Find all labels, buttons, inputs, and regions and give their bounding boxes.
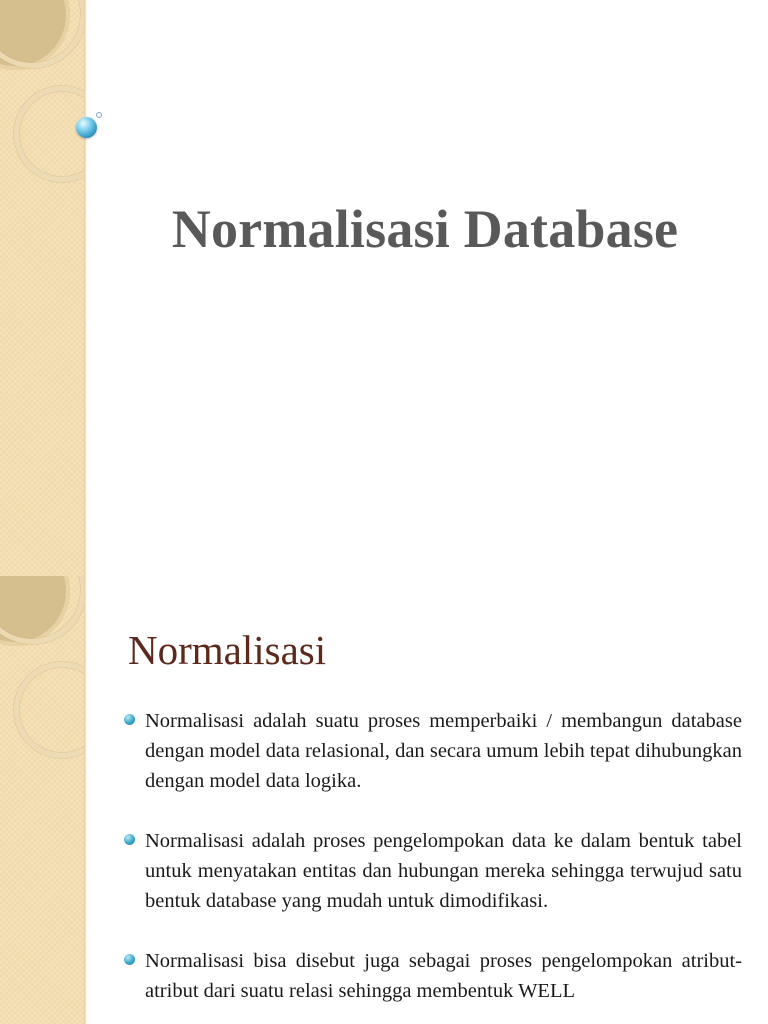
sidebar-edge	[84, 576, 87, 1024]
blue-orb-icon	[76, 117, 97, 138]
bullet-text: Normalisasi bisa disebut juga sebagai proses pengelompokan atribut-atribut dari suatu relasi sehingga membentuk WELL	[145, 950, 742, 1002]
decorative-ring	[14, 662, 84, 758]
slide-title-text: Normalisasi Database	[171, 199, 679, 259]
decorative-ring	[0, 576, 84, 644]
decorative-sidebar	[0, 576, 84, 1024]
bullet-item	[124, 706, 742, 796]
decorative-ring	[0, 0, 84, 68]
bullet-dot-icon	[124, 954, 135, 965]
bullet-item	[124, 946, 742, 1006]
bullet-text: Normalisasi adalah suatu proses memperbaiki / membangun database dengan model data relasional, dan secara umum lebih tepat dihubungkan dengan model data logika.	[145, 710, 742, 792]
bullet-dot-icon	[124, 834, 135, 845]
decorative-ring	[14, 86, 84, 182]
bullet-item	[124, 826, 742, 916]
small-orb-icon	[96, 112, 102, 118]
slide-normalisasi	[0, 576, 768, 1024]
bullet-text: Normalisasi adalah proses pengelompokan data ke dalam bentuk tabel untuk menyatakan entitas dan hubungan mereka sehingga terwujud satu bentuk database yang mudah untuk dimodifikasi.	[145, 830, 742, 912]
bullet-dot-icon	[124, 714, 135, 725]
sidebar-edge	[84, 0, 87, 576]
slide-heading: Normalisasi	[128, 627, 327, 673]
bullet-list	[124, 706, 742, 1024]
decorative-sidebar	[0, 0, 84, 576]
